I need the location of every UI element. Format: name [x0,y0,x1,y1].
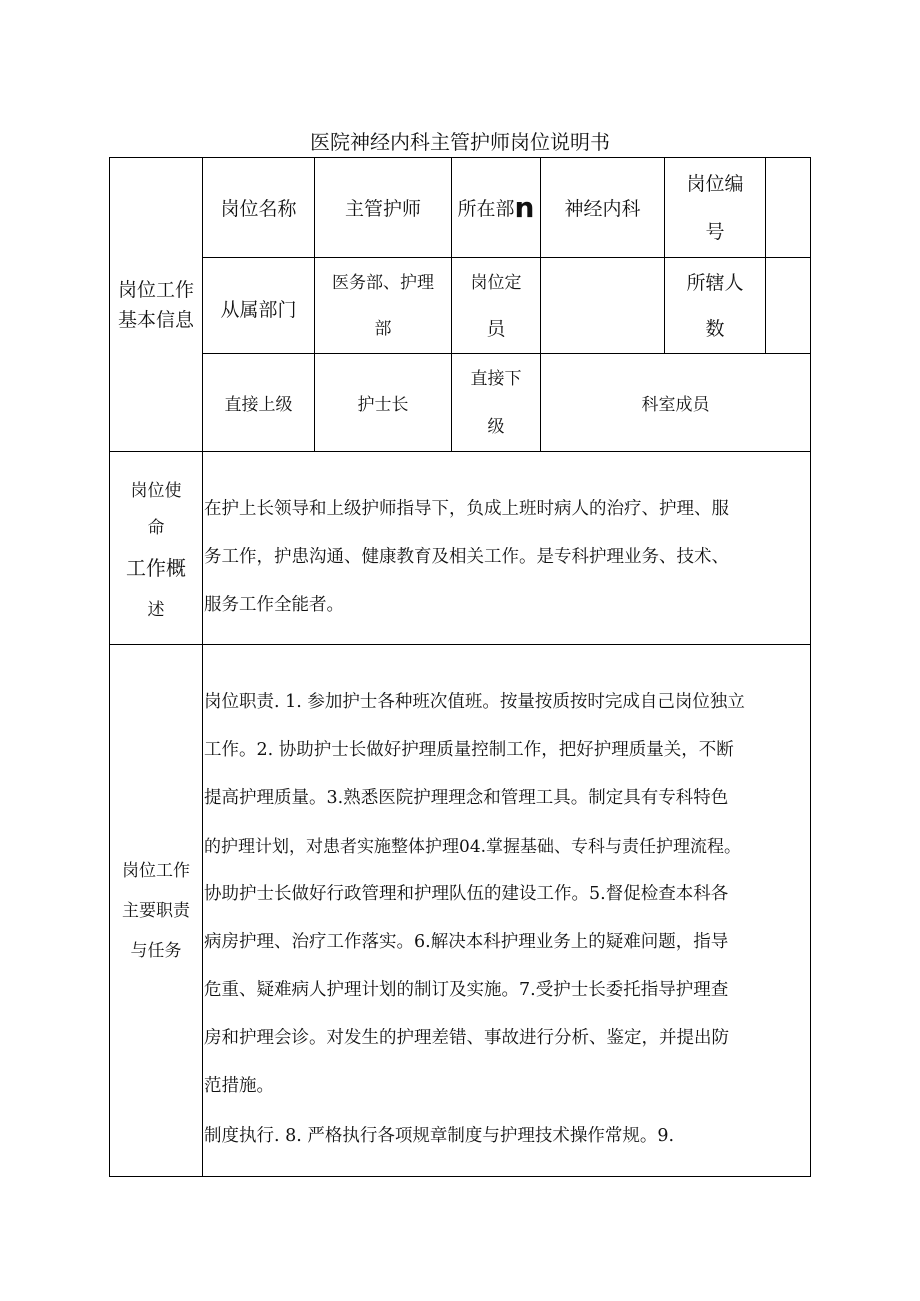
basic-info-section-label [110,158,202,451]
subordinates-count-label: 所辖人 数 [686,271,744,340]
affiliation-label: 从属部门 [220,299,297,321]
duties-section-label [110,645,202,1176]
staffing-label: 岗位定 员 [470,272,522,340]
duties-line: 病房护理、治疗工作落实。6.解决本科护理业务上的疑难问题，指导 [204,932,729,952]
duties-line: 协助护士长做好行政管理和护理队伍的建设工作。5.督促检查本科各 [204,884,729,904]
position-name-value: 主管护师 [344,198,421,220]
mission-label-line2: 命 [147,518,165,538]
mission-section-label [110,452,202,644]
subordinates-count-value [766,258,810,353]
mission-line: 服务工作全能者。 [204,595,344,615]
department-label: 所在部 n [457,190,535,224]
position-name-label: 岗位名称 [220,198,297,220]
basic-info-label-line1: 岗位工作 [117,278,194,301]
duties-line: 工作。2. 协助护士长做好护理质量控制工作，把好护理质量关，不断 [204,740,734,760]
direct-superior-value: 护士长 [357,395,409,415]
mission-label-line4: 述 [147,600,165,620]
direct-subordinate-label: 直接下 级 [470,368,522,437]
duties-line: 范措施。 [204,1076,274,1096]
affiliation-value: 医务部、护理 部 [332,272,434,339]
duties-line: 危重、疑难病人护理计划的制订及实施。7.受护士长委托指导护理查 [204,980,729,1000]
duties-line: 提高护理质量。3.熟悉医院护理理念和管理工具。制定具有专科特色 [204,788,729,808]
department-value: 神经内科 [564,198,641,220]
duties-line: 的护理计划，对患者实施整体护理04.掌握基础、专科与责任护理流程。 [204,837,742,857]
direct-superior-label: 直接上级 [224,395,293,415]
duties-line: 岗位职责. 1. 参加护士各种班次值班。按量按质按时完成自己岗位独立 [204,692,745,712]
mission-label-line1: 岗位使 [130,481,182,501]
mission-line: 在护上长领导和上级护师指导下，负成上班时病人的治疗、护理、服 [204,499,729,519]
direct-subordinate-value: 科室成员 [641,395,710,415]
duties-label-line1: 岗位工作 [122,860,190,881]
duties-label-line2: 主要职责 [122,900,190,921]
duties-line: 制度执行. 8. 严格执行各项规章制度与护理技术操作常规。9. [204,1126,675,1146]
duties-label-line3: 与任务 [130,940,182,961]
mission-line: 务工作，护患沟通、健康教育及相关工作。是专科护理业务、技术、 [204,547,729,567]
position-code-value [766,158,810,257]
staffing-value [541,258,664,353]
duties-line: 房和护理会诊。对发生的护理差错、事故进行分析、鉴定，并提出防 [204,1028,729,1048]
mission-label-line3: 工作概 [126,556,186,580]
basic-info-label-line2: 基本信息 [117,308,194,331]
position-code-label: 岗位编 号 [686,172,744,243]
document-title: 医院神经内科主管护师岗位说明书 [310,130,610,154]
